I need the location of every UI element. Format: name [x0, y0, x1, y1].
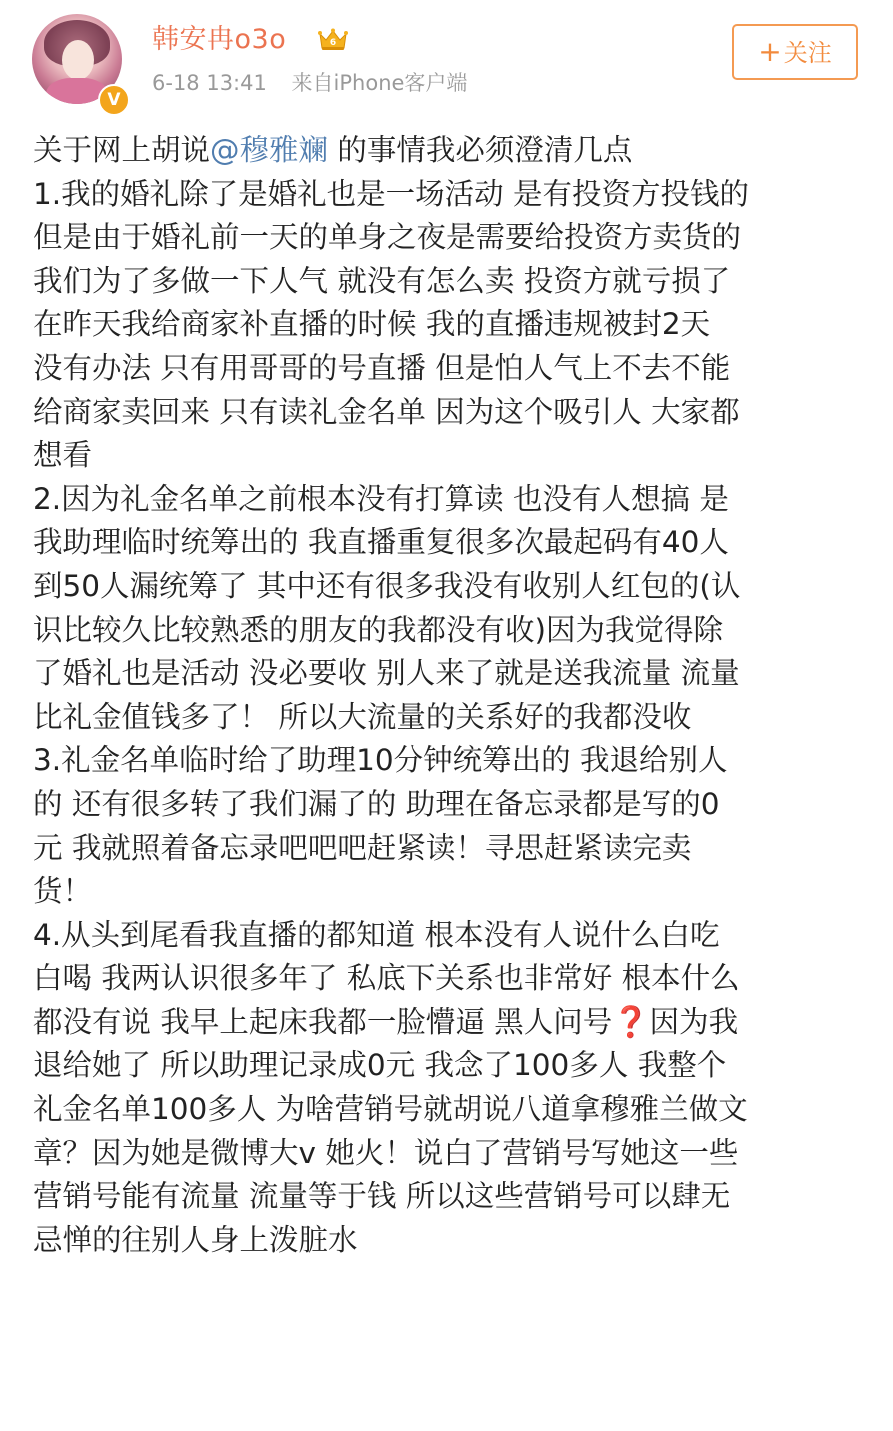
- body-line: 到50人漏统筹了 其中还有很多我没有收别人红包的(认: [33, 568, 741, 603]
- body-line: 关于网上胡说@穆雅斓 的事情我必须澄清几点: [33, 133, 633, 167]
- post-header: [0, 0, 893, 120]
- body-line: 我们为了多做一下人气 就没有怎么卖 投资方就亏损了: [33, 263, 731, 298]
- post-meta: [152, 67, 467, 99]
- level-number: 6: [329, 38, 337, 48]
- plus-icon: +: [758, 35, 782, 68]
- body-line: 营销号能有流量 流量等于钱 所以这些营销号可以肆无: [33, 1179, 731, 1214]
- body-line: 元 我就照着备忘录吧吧吧赶紧读！寻思赶紧读完卖: [33, 830, 692, 865]
- body-line: 章？因为她是微博大v 她火！说白了营销号写她这一些: [33, 1135, 739, 1170]
- body-line: 白喝 我两认识很多年了 私底下关系也非常好 根本什么: [33, 961, 740, 996]
- follow-button[interactable]: [732, 24, 858, 80]
- post-body: [33, 129, 863, 1262]
- body-line: 没有办法 只有用哥哥的号直播 但是怕人气上不去不能: [33, 350, 731, 385]
- body-line: 都没有说 我早上起床我都一脸懵逼 黑人问号❓因为我: [33, 1004, 739, 1040]
- body-line: 我助理临时统筹出的 我直播重复很多次最起码有40人: [33, 525, 729, 560]
- body-line: 了婚礼也是活动 没必要收 别人来了就是送我流量 流量: [33, 656, 740, 691]
- follow-label: 关注: [783, 39, 832, 67]
- post-time[interactable]: 6-18 13:41: [152, 71, 267, 95]
- body-line: 礼金名单100多人 为啥营销号就胡说八道拿穆雅兰做文: [33, 1092, 748, 1127]
- crown-icon: [317, 28, 349, 52]
- body-line: 给商家卖回来 只有读礼金名单 因为这个吸引人 大家都: [33, 394, 740, 429]
- body-line: 想看: [33, 438, 93, 473]
- avatar[interactable]: [32, 14, 128, 110]
- body-line: 退给她了 所以助理记录成0元 我念了100多人 我整个: [33, 1048, 727, 1083]
- author-name[interactable]: 韩安冉o3o: [152, 24, 287, 55]
- body-line: 比礼金值钱多了！ 所以大流量的关系好的我都没收: [33, 699, 692, 734]
- body-line: 4.从头到尾看我直播的都知道 根本没有人说什么白吃: [33, 917, 720, 952]
- body-line: 3.礼金名单临时给了助理10分钟统筹出的 我退给别人: [33, 743, 728, 778]
- mention-link[interactable]: @穆雅斓: [210, 133, 329, 167]
- body-line: 识比较久比较熟悉的朋友的我都没有收)因为我觉得除: [33, 612, 724, 647]
- body-line: 忌惮的往别人身上泼脏水: [33, 1222, 358, 1257]
- body-line: 货！: [33, 874, 93, 909]
- body-line: 1.我的婚礼除了是婚礼也是一场活动 是有投资方投钱的: [33, 176, 750, 211]
- body-line: 在昨天我给商家补直播的时候 我的直播违规被封2天: [33, 307, 711, 342]
- red-question-mark-icon: ❓: [612, 1004, 650, 1040]
- post-source: 来自iPhone客户端: [291, 71, 468, 95]
- body-line: 的 还有很多转了我们漏了的 助理在备忘录都是写的0: [33, 786, 720, 821]
- verified-badge-icon: V: [98, 84, 130, 116]
- body-line: 但是由于婚礼前一天的单身之夜是需要给投资方卖货的: [33, 220, 742, 255]
- body-line: 2.因为礼金名单之前根本没有打算读 也没有人想搞 是: [33, 481, 729, 516]
